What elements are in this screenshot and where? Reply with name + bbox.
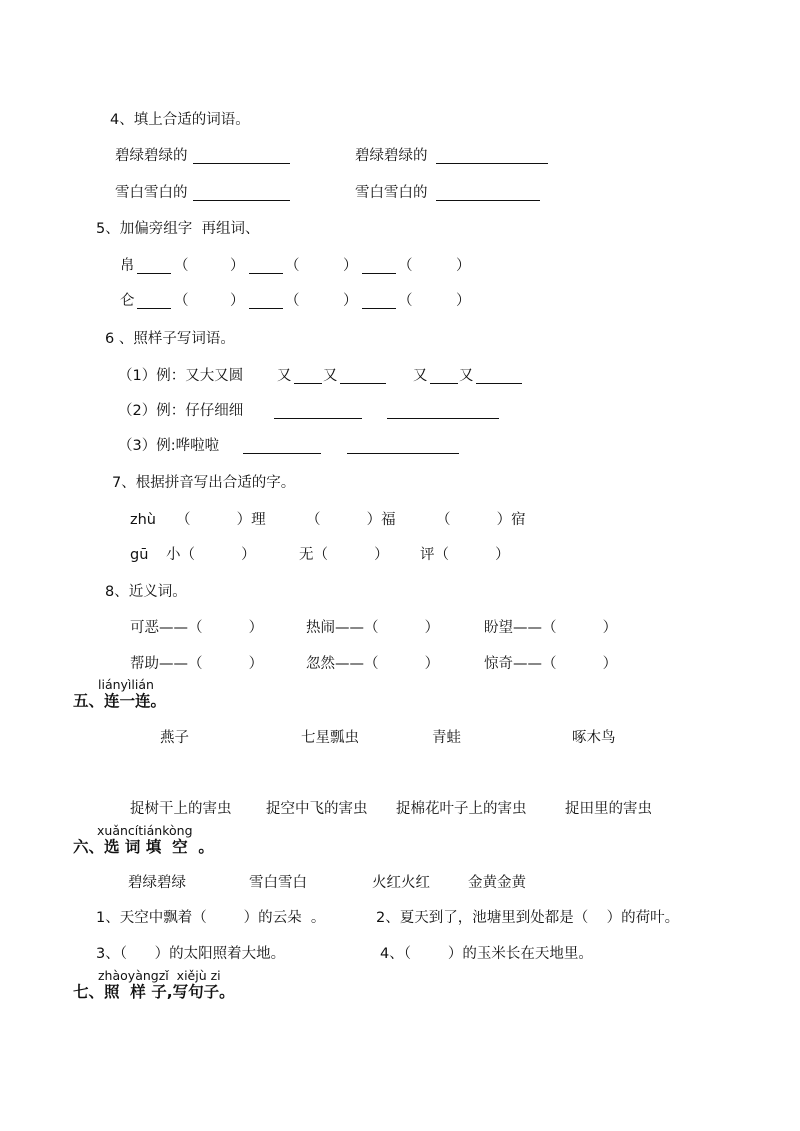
sec6-word-3: 火红火红: [372, 875, 430, 891]
sec6-sentence-1: 1、天空中飘着（ ）的云朵 。: [96, 910, 326, 926]
sec5-animal-frog: 青蛙: [432, 730, 461, 746]
sec6-sentence-4: 4、（ ）的玉米长在天地里。: [380, 946, 593, 962]
sec5-animal-woodpecker: 啄木鸟: [572, 730, 616, 746]
q6-ex1-blank-b[interactable]: [340, 383, 386, 384]
q8-title: 8、近义词。: [105, 584, 187, 600]
sec5-pinyin: liányìlián: [98, 677, 154, 692]
q8-row1-item1: 可恶——（ ）: [130, 620, 264, 636]
q5-title: 5、加偏旁组字 再组词、: [96, 221, 260, 237]
sec6-word-4: 金黄金黄: [468, 875, 526, 891]
q5-row2-paren-open2: （: [285, 293, 300, 309]
q5-row2-paren-open3: （: [398, 293, 413, 309]
q6-ex3-blank-a[interactable]: [243, 453, 321, 454]
q6-ex2-blank-a[interactable]: [274, 418, 362, 419]
sec6-word-1: 碧绿碧绿: [128, 875, 186, 891]
q6-ex1-blank-c[interactable]: [430, 383, 458, 384]
sec5-title: 五、连一连。: [73, 692, 167, 710]
sec6-pinyin: xuǎncítiánkòng: [97, 823, 193, 838]
q7-row2-item3: 评（ ）: [420, 547, 510, 563]
q6-ex1-char-c: 又: [413, 368, 428, 384]
q4-row2-right-label: 雪白雪白的: [355, 185, 428, 201]
q5-row2-paren-close2: ）: [343, 293, 358, 309]
q5-row2-paren-close3: ）: [456, 293, 471, 309]
q5-row2-blank2[interactable]: [249, 308, 283, 309]
sec5-desc-3: 捉棉花叶子上的害虫: [396, 801, 527, 817]
q5-row1-paren-open1: （: [174, 258, 189, 274]
q5-row1-blank1[interactable]: [137, 273, 171, 274]
q6-example1: （1）例：又大又圆: [118, 368, 244, 384]
q4-row1-left-blank[interactable]: [193, 163, 290, 164]
sec7-title: 七、照 样 子,写句子。: [73, 983, 235, 1001]
q7-row2-pinyin: gū: [130, 547, 149, 563]
q5-row1-paren-close3: ）: [456, 258, 471, 274]
q7-row2-item2: 无（ ）: [299, 547, 389, 563]
sec5-animal-swallow: 燕子: [160, 730, 189, 746]
q7-title: 7、根据拼音写出合适的字。: [112, 475, 296, 491]
q6-ex1-blank-a[interactable]: [294, 383, 322, 384]
q7-row1-item3: （ ）宿: [436, 512, 526, 528]
q4-row2-right-blank[interactable]: [436, 200, 540, 201]
q4-row1-right-label: 碧绿碧绿的: [355, 148, 428, 164]
q8-row2-item1: 帮助——（ ）: [130, 656, 264, 672]
q7-row2-item1: 小（ ）: [166, 547, 256, 563]
q4-row2-left-blank[interactable]: [193, 200, 290, 201]
q6-ex1-blank-d[interactable]: [476, 383, 522, 384]
q7-row1-item2: （ ）福: [306, 512, 396, 528]
q4-row2-left-label: 雪白雪白的: [115, 185, 188, 201]
q6-ex2-blank-b[interactable]: [387, 418, 499, 419]
q8-row2-item3: 惊奇——（ ）: [484, 656, 618, 672]
sec6-word-2: 雪白雪白: [249, 875, 307, 891]
q5-row1-blank3[interactable]: [362, 273, 396, 274]
q6-ex1-char-d: 又: [459, 368, 474, 384]
q5-row1-paren-close1: ）: [230, 258, 245, 274]
sec5-desc-4: 捉田里的害虫: [565, 801, 652, 817]
q7-row1-pinyin: zhù: [130, 512, 156, 528]
q8-row1-item2: 热闹——（ ）: [306, 620, 440, 636]
sec6-sentence-2: 2、夏天到了，池塘里到处都是（ ）的荷叶。: [376, 910, 680, 926]
sec5-desc-1: 捉树干上的害虫: [130, 801, 232, 817]
q6-ex3-blank-b[interactable]: [347, 453, 459, 454]
q5-row2-paren-close1: ）: [230, 293, 245, 309]
q5-row2-paren-open1: （: [174, 293, 189, 309]
sec6-title: 六、选 词 填 空 。: [73, 838, 214, 856]
sec5-desc-2: 捉空中飞的害虫: [266, 801, 368, 817]
q5-row1-paren-close2: ）: [343, 258, 358, 274]
q8-row1-item3: 盼望——（ ）: [484, 620, 618, 636]
q5-row1-blank2[interactable]: [249, 273, 283, 274]
q5-char2: 仑: [120, 293, 135, 309]
q5-row2-blank3[interactable]: [362, 308, 396, 309]
q4-row1-left-label: 碧绿碧绿的: [115, 148, 188, 164]
sec7-pinyin: zhàoyàngzǐ xiějù zi: [98, 968, 221, 983]
q8-row2-item2: 忽然——（ ）: [306, 656, 440, 672]
q6-ex1-char-a: 又: [277, 368, 292, 384]
q5-row1-paren-open2: （: [285, 258, 300, 274]
sec5-animal-ladybug: 七星瓢虫: [301, 730, 359, 746]
q6-ex1-char-b: 又: [323, 368, 338, 384]
sec6-sentence-3: 3、（ ）的太阳照着大地。: [96, 946, 286, 962]
q6-title: 6 、照样子写词语。: [105, 331, 235, 347]
q4-row1-right-blank[interactable]: [436, 163, 548, 164]
q6-example2: （2）例：仔仔细细: [118, 403, 244, 419]
q7-row1-item1: （ ）理: [176, 512, 266, 528]
q4-title: 4、填上合适的词语。: [110, 112, 250, 128]
q5-char1: 帛: [120, 258, 135, 274]
q5-row2-blank1[interactable]: [137, 308, 171, 309]
q5-row1-paren-open3: （: [398, 258, 413, 274]
q6-example3: （3）例:哗啦啦: [118, 438, 220, 454]
